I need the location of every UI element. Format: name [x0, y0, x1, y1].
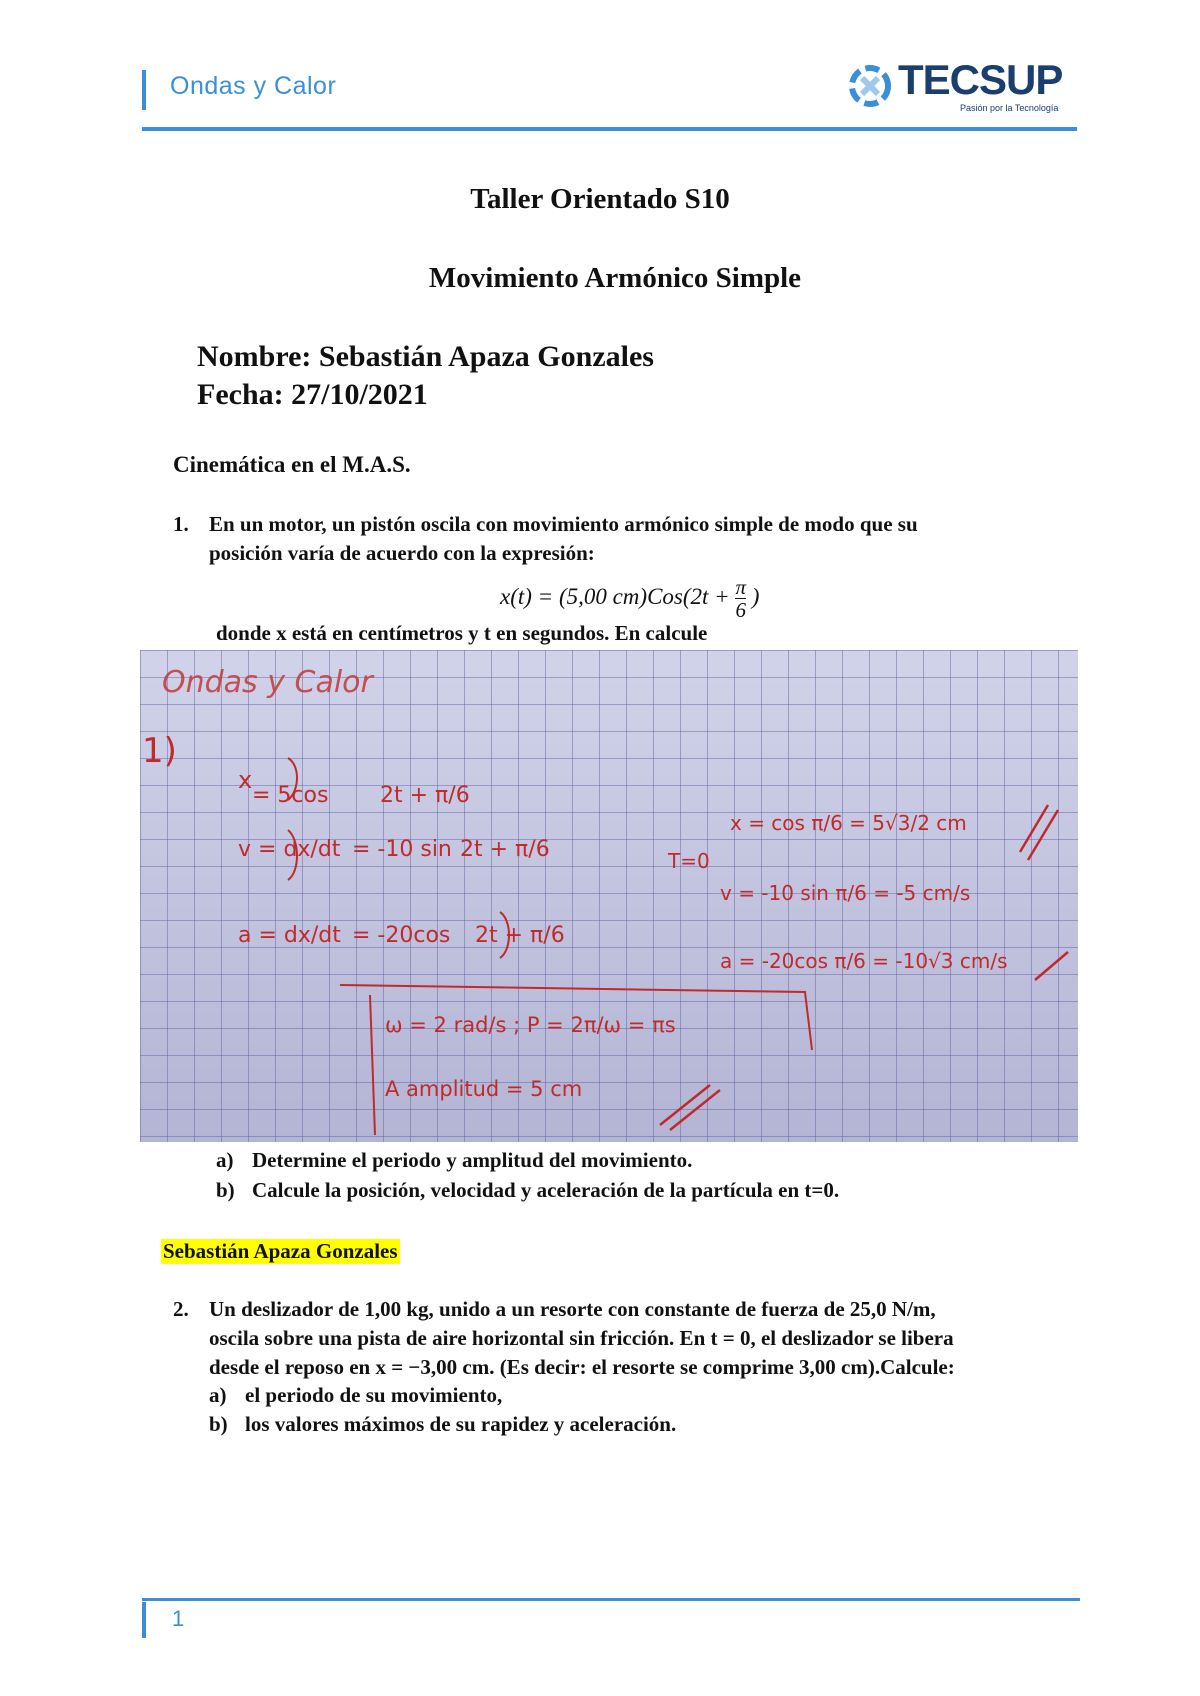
question-1b-text: Calcule la posición, velocidad y aceleración de la partícula en t=0. — [252, 1178, 840, 1202]
hw-item-number: 1) — [142, 731, 177, 771]
logo-wordmark: TECSUP — [898, 56, 1063, 103]
question-2a — [209, 1383, 502, 1408]
hw-t-zero: T=0 — [668, 849, 710, 873]
hw-line2-var: v = dx/dt — [238, 837, 341, 862]
question-1b — [216, 1178, 839, 1203]
logo-tagline: Pasión por la Tecnología — [960, 103, 1059, 113]
hw-line1-var: x — [238, 766, 253, 794]
question-2b-text: los valores máximos de su rapidez y aceleración. — [245, 1412, 677, 1436]
question-1-units: donde x está en centímetros y t en segundos. En calcule — [216, 621, 708, 645]
formula-fraction — [735, 576, 746, 621]
question-2-line-3: desde el reposo en x = −3,00 cm. (Es decir: el resorte se comprime 3,00 cm).Calcule: — [209, 1355, 955, 1379]
hw-box-line1: ω = 2 rad/s ; P = 2π/ω = πs — [385, 1013, 676, 1037]
document-title: Taller Orientado S10 — [470, 183, 730, 215]
question-1a-text: Determine el periodo y amplitud del movimiento. — [252, 1148, 693, 1172]
question-2-number: 2. — [173, 1297, 189, 1321]
handwritten-solution-photo — [140, 650, 1078, 1142]
hw-result-velocity: v = -10 sin π/6 = -5 cm/s — [720, 881, 971, 905]
student-name: Nombre: Sebastián Apaza Gonzales — [197, 340, 654, 373]
question-1-line-1: En un motor, un pistón oscila con movimiento armónico simple de modo que su — [209, 512, 918, 536]
hw-result-position: x = cos π/6 = 5√3/2 cm — [730, 811, 967, 835]
question-2-line-1: Un deslizador de 1,00 kg, unido a un resorte con constante de fuerza de 25,0 N/m, — [209, 1297, 936, 1321]
question-2a-label: a) — [209, 1383, 227, 1407]
header-accent-bar — [142, 70, 146, 110]
highlighted-student-name: Sebastián Apaza Gonzales — [163, 1239, 398, 1263]
date: Fecha: 27/10/2021 — [197, 378, 428, 411]
hw-line2-arg: 2t + π/6 — [460, 837, 550, 862]
course-title: Ondas y Calor — [170, 72, 337, 100]
hw-answer-box — [340, 985, 812, 1135]
hw-line3-arg: 2t + π/6 — [475, 923, 565, 948]
header-divider — [142, 127, 1077, 131]
formula-denominator: 6 — [735, 598, 746, 622]
question-2b — [209, 1412, 676, 1437]
hw-line1-expr: = 5cos — [252, 783, 329, 808]
question-1a-label: a) — [216, 1148, 234, 1172]
question-2b-label: b) — [209, 1412, 228, 1436]
formula-right: ) — [751, 583, 760, 609]
hw-box-line2: A amplitud = 5 cm — [385, 1077, 583, 1101]
hw-line1-arg: 2t + π/6 — [380, 783, 470, 808]
question-1a — [216, 1148, 692, 1173]
footer-divider — [142, 1598, 1080, 1601]
hw-line3-expr: = -20cos — [352, 923, 451, 948]
question-2-line-2: oscila sobre una pista de aire horizontal sin fricción. En t = 0, el deslizador se libera — [209, 1326, 954, 1350]
page-number: 1 — [172, 1606, 185, 1631]
question-1-number: 1. — [173, 512, 189, 536]
hw-heading: Ondas y Calor — [162, 665, 373, 700]
formula-numerator: π — [735, 575, 746, 599]
hw-line2-expr: = -10 sin — [352, 837, 452, 862]
section-heading: Cinemática en el M.A.S. — [173, 452, 411, 477]
question-1b-label: b) — [216, 1178, 235, 1202]
footer-accent-bar — [142, 1602, 146, 1638]
formula-left: x(t) = (5,00 cm)Cos(2t + — [500, 583, 730, 609]
question-2a-text: el periodo de su movimiento, — [245, 1383, 503, 1407]
question-1-line-2: posición varía de acuerdo con la expresión: — [209, 541, 595, 565]
hw-result-acceleration: a = -20cos π/6 = -10√3 cm/s — [720, 949, 1008, 973]
hw-line3-var: a = dx/dt — [238, 923, 341, 948]
position-formula — [500, 576, 759, 621]
document-subtitle: Movimiento Armónico Simple — [428, 262, 802, 294]
